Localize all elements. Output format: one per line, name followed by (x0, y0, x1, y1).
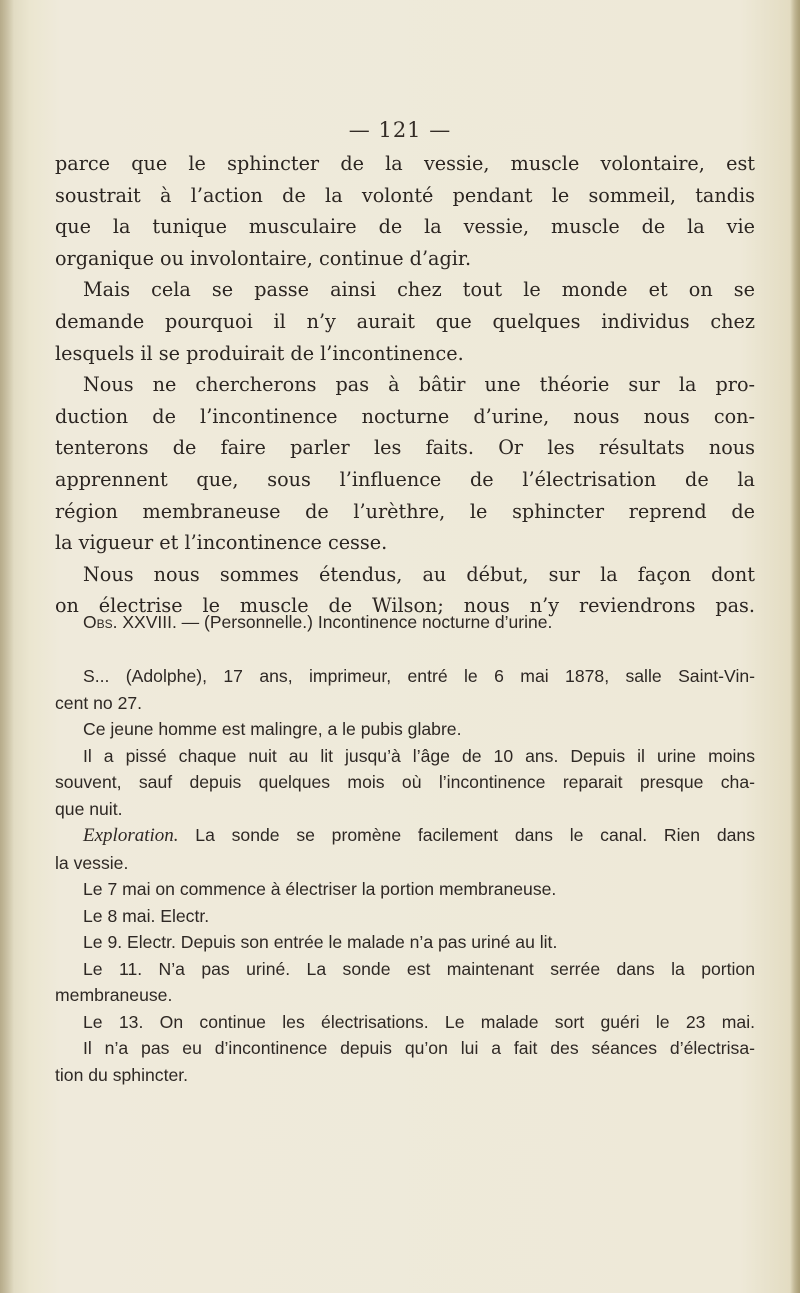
exploration-text: La sonde se promène facilement dans le canal. Rien dans (195, 825, 755, 845)
observation-line: Il n’a pas eu d’incontinence depuis qu’on lui a fait des séances d’électrisa- (83, 1038, 755, 1058)
page-left-shadow (0, 0, 14, 1293)
body-line: Nous nous sommes étendus, au début, sur la façon dont (83, 562, 755, 586)
body-line: organique ou involontaire, continue d’agir. (55, 246, 472, 270)
observation-line: la vessie. (55, 852, 129, 873)
observation-title-text: — (Personnelle.) Incontinence nocturne d’urine. (176, 612, 553, 632)
exploration-heading: Exploration. (83, 825, 179, 846)
observation-title (83, 612, 783, 633)
observation-line: membraneuse. (55, 985, 173, 1005)
observation-line: Le 9. Electr. Depuis son entrée le malade n’a pas uriné au lit. (83, 932, 558, 952)
page-right-shadow (790, 0, 800, 1293)
body-line: tenterons de faire parler les faits. Or les résultats nous (55, 436, 755, 460)
observation-line: Le 8 mai. Electr. (83, 905, 210, 926)
body-line: Mais cela se passe ainsi chez tout le monde et on se (83, 278, 755, 302)
observation-line: Le 7 mai on commence à électriser la portion membraneuse. (83, 879, 557, 899)
body-line: apprennent que, sous l’influence de l’électrisation de la (55, 467, 755, 491)
body-text (55, 148, 755, 622)
body-line: lesquels il se produirait de l’incontinence. (55, 341, 464, 365)
body-line: on électrise le muscle de Wilson; nous n’y reviendrons pas. (55, 594, 755, 618)
observation-line: tion du sphincter. (55, 1064, 189, 1085)
body-line: soustrait à l’action de la volonté pendant le sommeil, tandis (55, 183, 755, 207)
observation-line: Le 11. N’a pas uriné. La sonde est maintenant serrée dans la portion (83, 958, 755, 979)
observation-line: cent no 27. (55, 692, 143, 713)
observation-text (55, 663, 755, 1088)
body-line: duction de l’incontinence nocturne d’urine, nous nous con- (55, 404, 755, 428)
body-line: région membraneuse de l’urèthre, le sphincter reprend de (55, 499, 755, 523)
observation-line-exploration (55, 822, 755, 850)
body-line: Nous ne chercherons pas à bâtir une théorie sur la pro- (83, 373, 755, 397)
observation-line: Ce jeune homme est malingre, a le pubis glabre. (83, 719, 462, 739)
observation-line: que nuit. (55, 798, 123, 819)
observation-line: Le 13. On continue les électrisations. Le malade sort guéri le 23 mai. (83, 1011, 755, 1032)
body-line: demande pourquoi il n’y aurait que quelques individus chez (55, 309, 755, 333)
observation-line: Il a pissé chaque nuit au lit jusqu’à l’âge de 10 ans. Depuis il urine moins (83, 745, 755, 766)
body-line: parce que le sphincter de la vessie, muscle volontaire, est (55, 152, 755, 175)
observation-label: Obs. XXVIII. (83, 612, 177, 632)
observation-line: souvent, sauf depuis quelques mois où l’incontinence reparait presque cha- (55, 772, 755, 792)
observation-line: S... (Adolphe), 17 ans, imprimeur, entré le 6 mai 1878, salle Saint-Vin- (83, 666, 755, 686)
page-number: — 121 — (348, 118, 452, 142)
body-line: que la tunique musculaire de la vessie, muscle de la vie (55, 215, 755, 239)
body-line: la vigueur et l’incontinence cesse. (55, 531, 388, 555)
